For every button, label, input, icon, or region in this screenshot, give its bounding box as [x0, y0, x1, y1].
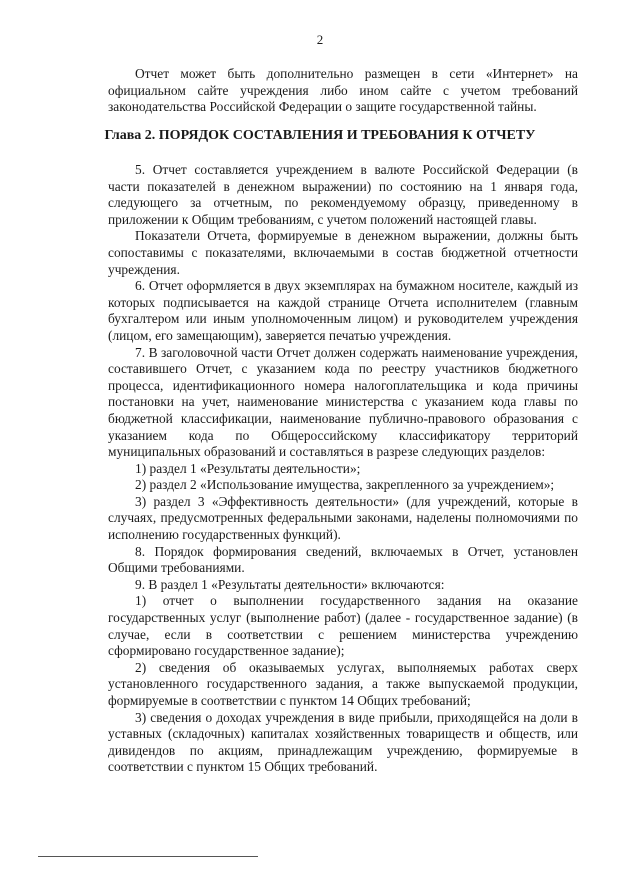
paragraph-9: 9. В раздел 1 «Результаты деятельности» включаются: [135, 576, 445, 592]
list-item-section-1: 1) раздел 1 «Результаты деятельности»; [135, 460, 361, 476]
list-item-section-2: 2) раздел 2 «Использование имущества, закрепленного за учреждением»; [135, 477, 555, 493]
page-number: 2 [316, 32, 324, 47]
list-item-report-2: 2) сведения об оказываемых услугах, выполняемых работах сверх установленного государственного задания, а также выпускаемой продукции, формируемые в соответствии с пунктом 14 Общих требований; [108, 659, 578, 708]
footer-rule [38, 856, 258, 857]
chapter-body [108, 162, 578, 776]
paragraph-7: 7. В заголовочной части Отчет должен содержать наименование учреждения, составившего Отчет, с указанием кода по реестру участников бюджетного процесса, идентификационного номера налогоплательщика и кода причины постановки на учет, наименование министерства с указанием кода главы по бюджетной классификации, наименование публично-правового образования с указанием кода по Общероссийскому классификатору территорий муниципальных образований и составляться в разрезе следующих разделов: [108, 344, 578, 460]
list-item-section-3: 3) раздел 3 «Эффективность деятельности» (для учреждений, которые в случаях, предусмотренных федеральными законами, наделены полномочиями по исполнению государственных функций). [108, 493, 578, 543]
paragraph-5: 5. Отчет составляется учреждением в валюте Российской Федерации (в части показателей в денежном выражении) по состоянию на 1 января года, следующего за отчетным, по рекомендуемому образцу, приведенному в приложении к Общим требованиям, с учетом положений настоящей главы. [108, 162, 578, 227]
paragraph-8: 8. Порядок формирования сведений, включаемых в Отчет, установлен Общими требованиями. [108, 543, 578, 576]
paragraph-6: 6. Отчет оформляется в двух экземплярах на бумажном носителе, каждый из которых подписывается на каждой странице Отчета исполнителем (главным бухгалтером или иным уполномоченным лицом) и руководителем учреждения (лицом, его замещающим), заверяется печатью учреждения. [108, 278, 578, 343]
intro-section [108, 66, 578, 116]
paragraph-indicators: Показатели Отчета, формируемые в денежном выражении, должны быть сопоставимы с показателями, включаемыми в состав бюджетной отчетности учреждения. [108, 228, 578, 277]
list-item-report-1: 1) отчет о выполнении государственного задания на оказание государственных услуг (выполнение работ) (далее - государственное задание) (в случае, если в соответствии с решением министерства учреждению сформировано государственное задание); [108, 593, 578, 659]
chapter-heading: Глава 2. ПОРЯДОК СОСТАВЛЕНИЯ И ТРЕБОВАНИЯ К ОТЧЕТУ [104, 128, 536, 143]
list-item-report-3: 3) сведения о доходах учреждения в виде прибыли, приходящейся на доли в уставных (складочных) капиталах хозяйственных товариществ и обществ, или дивидендов по акциям, принадлежащим учреждению, формируемые в соответствии с пунктом 15 Общих требований. [108, 709, 578, 775]
intro-paragraph: Отчет может быть дополнительно размещен в сети «Интернет» на официальном сайте учреждения либо ином сайте с учетом требований законодательства Российской Федерации о защите государственной тайны. [108, 66, 578, 115]
